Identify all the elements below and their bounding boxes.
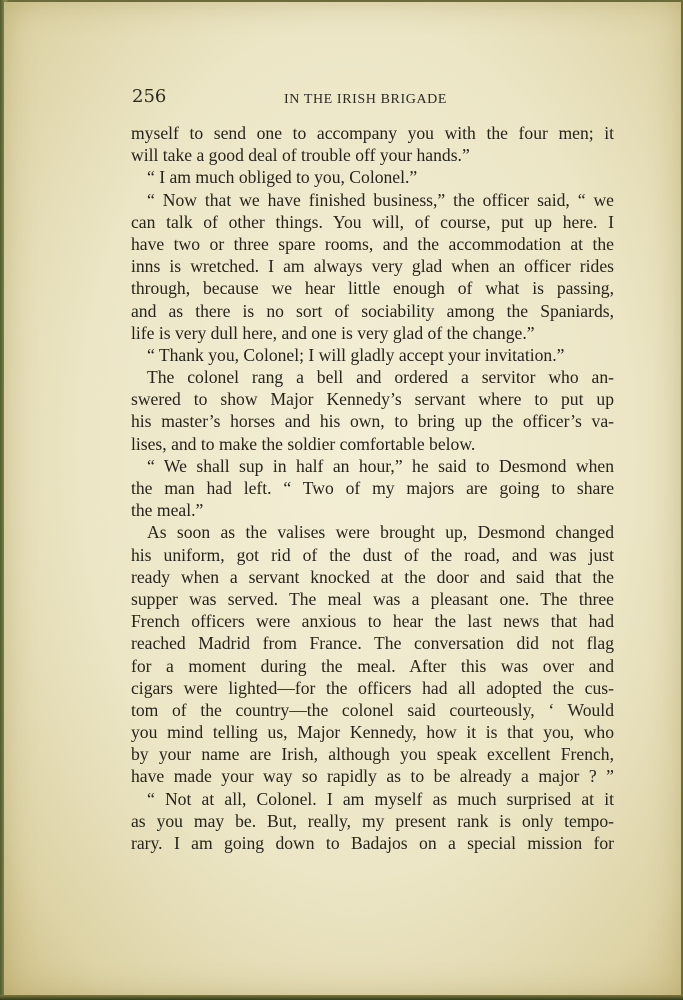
text-line: for a moment during the meal. After this was over and bbox=[131, 655, 614, 676]
text-line: inns is wretched. I am always very glad when an officer rides bbox=[131, 256, 614, 277]
text-line: you mind telling us, Major Kennedy, how it is that you, who bbox=[131, 722, 614, 743]
text-line: reached Madrid from France. The conversation did not flag bbox=[131, 633, 614, 654]
text-line: rary. I am going down to Badajos on a special mission for bbox=[131, 833, 614, 853]
text-line: French officers were anxious to hear the last news that had bbox=[131, 611, 614, 632]
text-line: tom of the country—the colonel said courteously, ‘ Would bbox=[131, 699, 614, 720]
page-bottom-edge bbox=[0, 995, 683, 1000]
text-line: his uniform, got rid of the dust of the road, and was just bbox=[131, 544, 614, 565]
page-header bbox=[132, 86, 612, 110]
text-line: “ Not at all, Colonel. I am myself as much surprised at it bbox=[147, 788, 614, 809]
running-title: IN THE IRISH BRIGADE bbox=[284, 92, 448, 107]
text-line: will take a good deal of trouble off your hands.” bbox=[131, 145, 470, 166]
text-line: the man had left. “ Two of my majors are going to share bbox=[131, 478, 614, 498]
text-line: ready when a servant knocked at the door and said that the bbox=[131, 566, 614, 587]
text-line: myself to send one to accompany you with the four men; it bbox=[131, 123, 614, 143]
text-line: As soon as the valises were brought up, Desmond changed bbox=[147, 522, 614, 543]
page-number: 256 bbox=[132, 86, 167, 107]
text-line: life is very dull here, and one is very glad of the change.” bbox=[131, 322, 535, 343]
text-line: supper was served. The meal was a pleasant one. The three bbox=[131, 588, 614, 609]
text-line: “ Now that we have finished business,” the officer said, “ we bbox=[147, 189, 614, 210]
text-line: through, because we hear little enough of what is passing, bbox=[131, 278, 614, 299]
text-line: “ Thank you, Colonel; I will gladly accept your invitation.” bbox=[147, 344, 565, 365]
text-line: his master’s horses and his own, to bring up the officer’s va- bbox=[131, 411, 614, 432]
text-line: by your name are Irish, although you speak excellent French, bbox=[131, 744, 614, 765]
text-line: can talk of other things. You will, of course, put up here. I bbox=[131, 211, 614, 232]
body-text bbox=[131, 122, 614, 854]
text-line: swered to show Major Kennedy’s servant where to put up bbox=[131, 389, 614, 410]
text-line: “ I am much obliged to you, Colonel.” bbox=[147, 167, 418, 188]
text-line: the meal.” bbox=[131, 500, 204, 521]
text-line: as you may be. But, really, my present rank is only tempo- bbox=[131, 810, 614, 831]
text-line: lises, and to make the soldier comfortable below. bbox=[131, 433, 476, 454]
text-line: have made your way so rapidly as to be already a major ? ” bbox=[131, 766, 614, 787]
text-line: and as there is no sort of sociability among the Spaniards, bbox=[131, 300, 614, 321]
text-line: The colonel rang a bell and ordered a servitor who an- bbox=[147, 367, 614, 388]
text-line: have two or three spare rooms, and the accommodation at the bbox=[131, 233, 614, 254]
text-line: “ We shall sup in half an hour,” he said to Desmond when bbox=[147, 455, 614, 476]
text-line: cigars were lighted—for the officers had all adopted the cus- bbox=[131, 677, 614, 698]
